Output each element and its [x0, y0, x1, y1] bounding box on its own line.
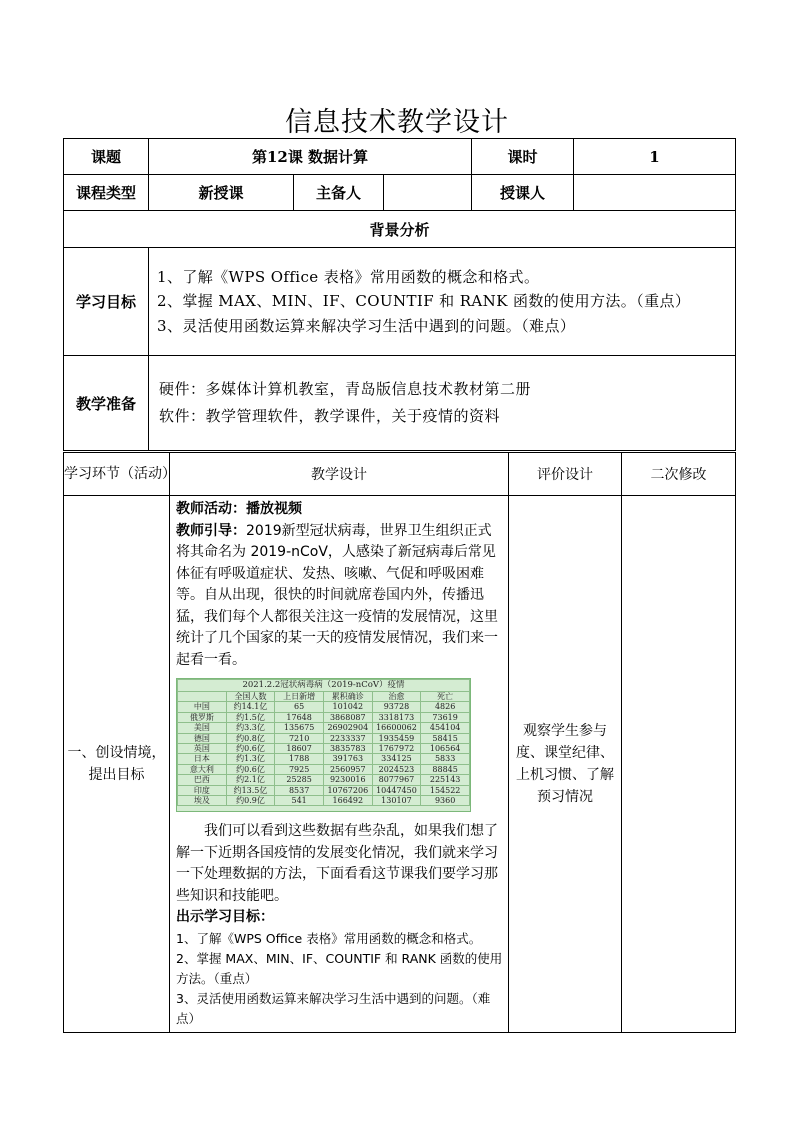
course-value: 第12课 数据计算	[149, 139, 472, 175]
preparation-item: 软件：教学管理软件，教学课件，关于疫情的资料	[159, 407, 501, 425]
epidemic-cell: 约0.9亿	[226, 796, 275, 806]
epidemic-cell: 2560957	[323, 764, 372, 774]
lead-paragraph	[176, 521, 503, 672]
epidemic-cell: 3868087	[323, 712, 372, 722]
epidemic-row	[178, 796, 470, 806]
evaluation-cell: 观察学生参与度、课堂纪律、上机习惯、了解预习情况	[509, 496, 622, 1033]
epidemic-cell: 26902904	[323, 723, 372, 733]
epidemic-cell: 101042	[323, 702, 372, 712]
epidemic-header-cell: 累积确诊	[323, 692, 372, 702]
epidemic-cell: 16600062	[372, 723, 421, 733]
epidemic-cell: 130107	[372, 796, 421, 806]
explain-paragraph: 我们可以看到这些数据有些杂乱，如果我们想了解一下近期各国疫情的发展变化情况，我们就来学习一下处理数据的方法，下面看看这节课我们要学习那些知识和技能吧。	[176, 823, 498, 904]
epidemic-cell: 英国	[178, 744, 227, 754]
epidemic-header-row	[178, 692, 470, 702]
epidemic-cell: 10447450	[372, 785, 421, 795]
epidemic-cell: 2024523	[372, 764, 421, 774]
epidemic-cell: 18607	[275, 744, 324, 754]
document-title: 信息技术教学设计	[285, 107, 509, 138]
epidemic-cell: 约0.6亿	[226, 744, 275, 754]
header-table	[63, 138, 736, 451]
epidemic-cell: 8077967	[372, 775, 421, 785]
type-label: 课程类型	[64, 175, 149, 211]
epidemic-row	[178, 702, 470, 712]
epidemic-cell: 17648	[275, 712, 324, 722]
epidemic-cell: 5833	[421, 754, 470, 764]
goal-item: 2、掌握 MAX、MIN、IF、COUNTIF 和 RANK 函数的使用方法。（重点）	[176, 950, 503, 986]
epidemic-cell: 约1.5亿	[226, 712, 275, 722]
objective-item: 3、灵活使用函数运算来解决学习生活中遇到的问题。（难点）	[157, 316, 576, 335]
epidemic-cell: 58415	[421, 733, 470, 743]
epidemic-cell: 225143	[421, 775, 470, 785]
epidemic-cell: 4826	[421, 702, 470, 712]
epidemic-cell: 美国	[178, 723, 227, 733]
epidemic-cell: 88845	[421, 764, 470, 774]
epidemic-cell: 1767972	[372, 744, 421, 754]
period-value: 1	[574, 139, 736, 175]
epidemic-table-image	[176, 678, 471, 812]
epidemic-cell: 德国	[178, 733, 227, 743]
teacher-label: 授课人	[472, 175, 574, 211]
epidemic-row	[178, 744, 470, 754]
epidemic-cell: 约14.1亿	[226, 702, 275, 712]
epidemic-cell: 166492	[323, 796, 372, 806]
activity-heading: 教师活动：播放视频	[176, 501, 302, 517]
epidemic-cell: 9230016	[323, 775, 372, 785]
epidemic-cell: 454104	[421, 723, 470, 733]
epidemic-cell: 印度	[178, 785, 227, 795]
epidemic-cell: 约1.3亿	[226, 754, 275, 764]
lead-text: 2019新型冠状病毒，世界卫生组织正式将其命名为 2019-nCoV，人感染了新冠病毒后常见体征有呼吸道症状、发热、咳嗽、气促和呼吸困难等。自从出现，很快的时间就席卷国内外，传播迅猛，我们每个人都很关注这一疫情的发展情况，这里统计了几个国家的某一天的疫情发展情况，我们来一起看一看。	[176, 522, 498, 668]
epidemic-row	[178, 764, 470, 774]
epidemic-cell: 10767206	[323, 785, 372, 795]
prep-label: 主备人	[294, 175, 384, 211]
objective-item: 1、了解《WPS Office 表格》常用函数的概念和格式。	[157, 267, 540, 286]
epidemic-cell: 约3.3亿	[226, 723, 275, 733]
col-stage-header: 学习环节（活动）	[64, 453, 170, 496]
epidemic-cell: 7925	[275, 764, 324, 774]
col-revise-header: 二次修改	[622, 453, 736, 496]
teacher-value	[574, 175, 736, 211]
epidemic-header-cell: 治愈	[372, 692, 421, 702]
epidemic-cell: 埃及	[178, 796, 227, 806]
epidemic-cell: 巴西	[178, 775, 227, 785]
preparation-label: 教学准备	[64, 356, 149, 451]
preparation-item: 硬件：多媒体计算机教室，青岛版信息技术教材第二册	[159, 380, 532, 398]
epidemic-cell: 3318173	[372, 712, 421, 722]
epidemic-table	[177, 679, 470, 806]
stage-cell: 一、创设情境，提出目标	[64, 496, 170, 1033]
objective-item: 2、掌握 MAX、MIN、IF、COUNTIF 和 RANK 函数的使用方法。（重点）	[157, 292, 691, 311]
epidemic-row	[178, 712, 470, 722]
type-value: 新授课	[149, 175, 294, 211]
period-label: 课时	[472, 139, 574, 175]
epidemic-cell: 154522	[421, 785, 470, 795]
epidemic-row	[178, 733, 470, 743]
epidemic-cell: 106564	[421, 744, 470, 754]
col-eval-header: 评价设计	[509, 453, 622, 496]
plan-table	[63, 452, 736, 1033]
goals-heading: 出示学习目标：	[176, 909, 274, 925]
goal-item: 3、灵活使用函数运算来解决学习生活中遇到的问题。（难点）	[176, 990, 491, 1026]
epidemic-caption: 2021.2.2冠状病毒病（2019-nCoV）疫情	[178, 680, 470, 692]
epidemic-cell: 约0.8亿	[226, 733, 275, 743]
epidemic-cell: 8537	[275, 785, 324, 795]
epidemic-row	[178, 785, 470, 795]
epidemic-cell: 约0.6亿	[226, 764, 275, 774]
epidemic-cell: 2233337	[323, 733, 372, 743]
lead-label: 教师引导：	[176, 522, 246, 539]
course-label: 课题	[64, 139, 149, 175]
epidemic-header-cell	[178, 692, 227, 702]
revision-cell	[622, 496, 736, 1033]
goal-item: 1、了解《WPS Office 表格》常用函数的概念和格式。	[176, 930, 482, 946]
epidemic-cell: 意大利	[178, 764, 227, 774]
objectives-cell	[149, 248, 736, 356]
epidemic-cell: 俄罗斯	[178, 712, 227, 722]
epidemic-cell: 391763	[323, 754, 372, 764]
epidemic-cell: 541	[275, 796, 324, 806]
epidemic-header-cell: 上日新增	[275, 692, 324, 702]
epidemic-cell: 93728	[372, 702, 421, 712]
design-cell	[170, 496, 509, 1033]
col-design-header: 教学设计	[170, 453, 509, 496]
epidemic-row	[178, 775, 470, 785]
epidemic-cell: 日本	[178, 754, 227, 764]
epidemic-row	[178, 723, 470, 733]
background-heading: 背景分析	[64, 211, 736, 248]
epidemic-row	[178, 754, 470, 764]
epidemic-cell: 9360	[421, 796, 470, 806]
preparation-cell	[149, 356, 736, 451]
epidemic-cell: 1788	[275, 754, 324, 764]
epidemic-header-cell: 全国人数	[226, 692, 275, 702]
epidemic-cell: 中国	[178, 702, 227, 712]
epidemic-header-cell: 死亡	[421, 692, 470, 702]
epidemic-cell: 7210	[275, 733, 324, 743]
epidemic-cell: 135675	[275, 723, 324, 733]
epidemic-cell: 约2.1亿	[226, 775, 275, 785]
prep-value	[384, 175, 472, 211]
epidemic-cell: 约13.5亿	[226, 785, 275, 795]
objectives-label: 学习目标	[64, 248, 149, 356]
epidemic-cell: 1935459	[372, 733, 421, 743]
epidemic-cell: 73619	[421, 712, 470, 722]
epidemic-cell: 65	[275, 702, 324, 712]
epidemic-cell: 334125	[372, 754, 421, 764]
epidemic-cell: 3835783	[323, 744, 372, 754]
epidemic-cell: 25285	[275, 775, 324, 785]
